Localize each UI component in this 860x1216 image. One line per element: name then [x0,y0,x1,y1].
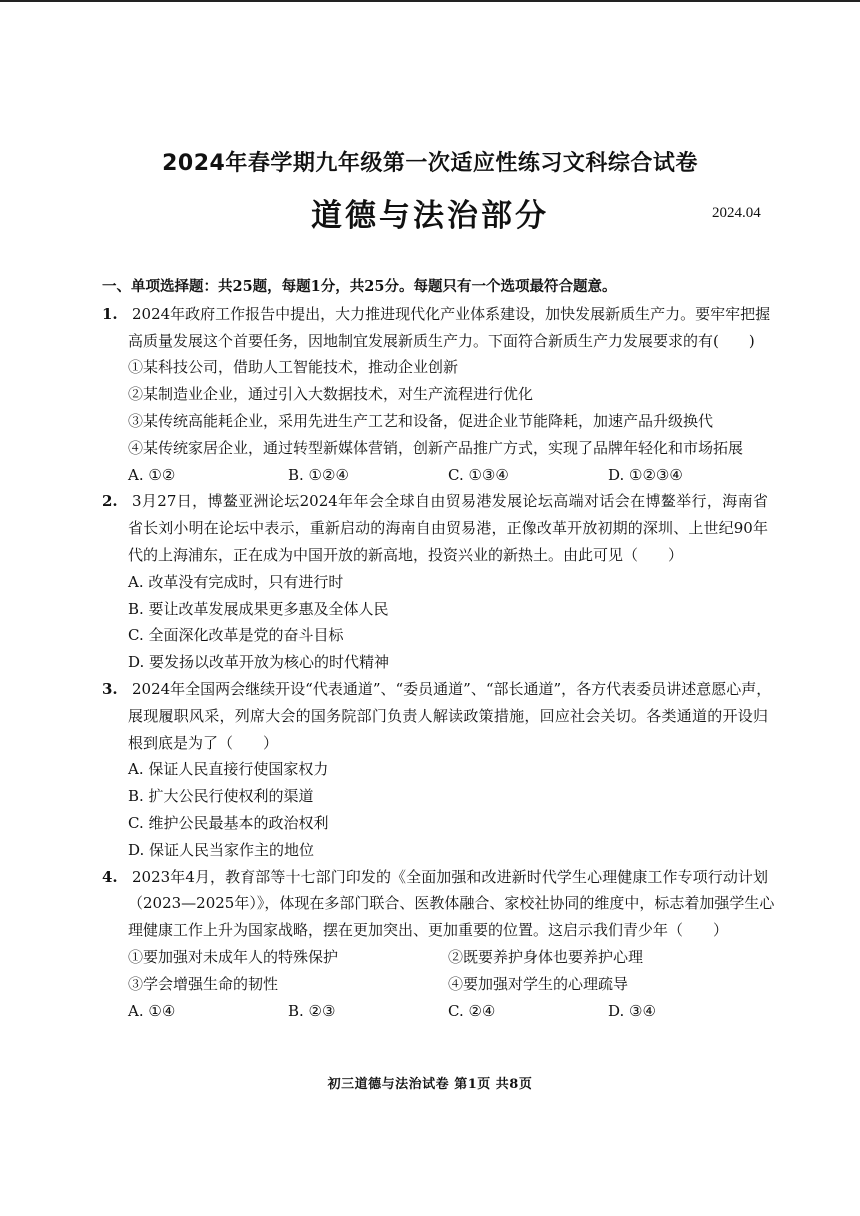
question-3 [98,676,772,864]
option-c: C. 维护公民最基本的政治权利 [128,813,329,832]
page-top-edge [0,0,860,2]
statement-item: ③学会增强生命的韧性 [128,974,279,993]
question-number: 1. [102,304,118,323]
answer-options [98,462,768,489]
section-heading: 一、单项选择题：共25题，每题1分，共25分。每题只有一个选项最符合题意。 [102,278,617,295]
option-a: A. ①② [128,465,176,484]
question-number: 2. [102,492,118,511]
question-stem-line: 理健康工作上升为国家战略，摆在更加突出、更加重要的位置。这启示我们青少年（ ） [128,921,729,940]
answer-options [98,998,768,1025]
question-4 [98,864,775,1025]
question-number: 4. [102,867,118,886]
option-d: D. 保证人民当家作主的地位 [128,840,315,859]
question-stem-line: 根到底是为了（ ） [128,733,279,752]
statement-item: ③某传统高能耗企业，采用先进生产工艺和设备，促进企业节能降耗，加速产品升级换代 [128,411,714,430]
statement-row [98,944,768,971]
option-a: A. 改革没有完成时，只有进行时 [128,572,344,591]
question-stem-line: 3月27日，博鳌亚洲论坛2024年年会全球自由贸易港发展论坛高端对话会在博鳌举行，海南省 [132,492,768,511]
statement-item: ①某科技公司，借助人工智能技术，推动企业创新 [128,358,459,377]
question-stem-line: 省长刘小明在论坛中表示，重新启动的海南自由贸易港，正像改革开放初期的深圳、上世纪90年 [128,519,768,538]
statement-item: ①要加强对未成年人的特殊保护 [128,947,339,966]
option-a: A. ①④ [128,1001,176,1020]
exam-title: 2024年春学期九年级第一次适应性练习文科综合试卷 [162,151,698,176]
exam-body [98,274,775,1024]
statement-row [98,971,768,998]
option-c: C. ①③④ [448,465,509,484]
page-footer: 初三道德与法治试卷 第1页 共8页 [327,1077,533,1092]
question-stem-line: 2024年政府工作报告中提出，大力推进现代化产业体系建设，加快发展新质生产力。要牢牢把握 [132,304,771,323]
exam-subtitle: 道德与法治部分 [311,198,549,234]
option-b: B. 要让改革发展成果更多惠及全体人民 [128,599,389,618]
question-stem-line: （2023—2025年）》，体现在多部门联合、医教体融合、家校社协同的维度中，标志着加强学生心 [128,894,775,913]
option-d: D. ①②③④ [608,465,683,484]
question-stem-line: 高质量发展这个首要任务，因地制宜发展新质生产力。下面符合新质生产力发展要求的有( ) [128,331,755,350]
option-b: B. 扩大公民行使权利的渠道 [128,787,314,806]
option-d: D. 要发扬以改革开放为核心的时代精神 [128,653,390,672]
statement-item: ④某传统家居企业，通过转型新媒体营销，创新产品推广方式，实现了品牌年轻化和市场拓展 [128,438,744,457]
option-c: C. 全面深化改革是党的奋斗目标 [128,626,344,645]
option-a: A. 保证人民直接行使国家权力 [128,760,329,779]
statement-item: ④要加强对学生的心理疏导 [448,974,629,993]
question-1 [98,301,771,489]
question-number: 3. [102,679,118,698]
question-stem-line: 展现履职风采，列席大会的国务院部门负责人解读政策措施，回应社会关切。各类通道的开设归 [128,706,768,725]
option-b: B. ①②④ [288,465,349,484]
question-stem-line: 2023年4月，教育部等十七部门印发的《全面加强和改进新时代学生心理健康工作专项行动计划 [132,867,768,886]
question-stem-line: 2024年全国两会继续开设“代表通道”、“委员通道”、“部长通道”，各方代表委员讲述意愿心声， [132,679,772,698]
option-b: B. ②③ [288,1001,336,1020]
question-stem-line: 代的上海浦东，正在成为中国开放的新高地，投资兴业的新热土。由此可见（ ） [128,545,684,564]
option-d: D. ③④ [608,1001,656,1020]
question-2 [98,488,768,676]
statement-item: ②某制造业企业，通过引入大数据技术，对生产流程进行优化 [128,385,534,404]
option-c: C. ②④ [448,1001,496,1020]
statement-item: ②既要养护身体也要养护心理 [448,947,644,966]
exam-date: 2024.04 [712,205,761,221]
